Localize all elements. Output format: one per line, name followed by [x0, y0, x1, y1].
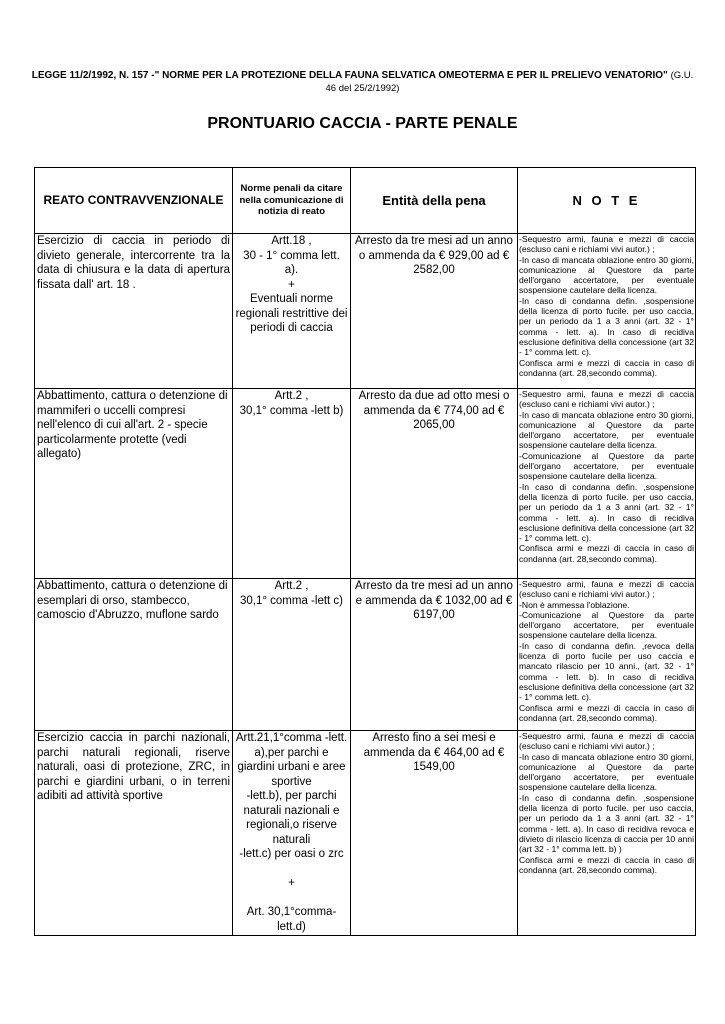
note-item: -In caso di mancata oblazione entro 30 giorni, comunicazione al Questore da parte dell'organo accertatore, per eventuale sospensione cautelare della licenza. — [519, 254, 694, 296]
note-item: -Sequestro armi, fauna e mezzi di caccia (escluso cani e richiami vivi autor.) ; — [519, 234, 694, 255]
pena-cell: Arresto da tre mesi ad un anno e ammenda da € 1032,00 ad € 6197,00 — [351, 579, 518, 731]
norme-cell: Artt.21,1°comma -lett. a),per parchi e giardini urbani e aree sportive -lett.b), per parchi naturali nazionali e regionali,o riserve naturali -lett.c) per oasi o zrc + Art. 30,1°comma-lett.d) — [233, 731, 351, 936]
reato-cell: Abbattimento, cattura o detenzione di esemplari di orso, stambecco, camoscio d'Abruzzo, muflone sardo — [35, 579, 233, 731]
note-cell — [518, 731, 696, 936]
note-item: -In caso di condanna defin. ,sospensione della licenza di porto fucile. per uso caccia, per un periodo da 1 a 3 anni (art. 32 - 1° comma - lett. a). In caso di recidiva revoca e divieto di rilascio licenza di caccia per 10 anni (art 32 - 1° comma lett. b) ) — [519, 792, 694, 855]
note-item: -Sequestro armi, fauna e mezzi di caccia (escluso cani e richiami vivi autor.) ; — [519, 389, 694, 410]
note-cell — [518, 389, 696, 579]
column-header-reato: REATO CONTRAVVENZIONALE — [35, 168, 233, 234]
note-item: -In caso di condanna defin. ,sospensione della licenza di porto fucile. per uso caccia, per un periodo da 1 a 3 anni (art. 32 - 1° comma - lett. a). In caso di recidiva esclusione definitiva della concessione (art 32 - 1° comma lett. c). — [519, 481, 694, 544]
note-item: -In caso di mancata oblazione entro 30 giorni, comunicazione al Questore da parte dell'organo accertatore, per eventuale sospensione cautelare della licenza. — [519, 751, 694, 793]
reato-cell: Esercizio caccia in parchi nazionali, parchi naturali regionali, riserve naturali, oasi di protezione, ZRC, in parchi e giardini urbani, o in terreni adibiti ad attività sportive — [35, 731, 233, 936]
table-row — [35, 389, 696, 579]
column-header-pena: Entità della pena — [351, 168, 518, 234]
note-item: -In caso di condanna defin. ,revoca della licenza di porto fucile per uso caccia e mancato rilascio per 10 anni., (art. 32 - 1° comma - lett. b). In caso di recidiva esclusione definitiva della concessione (art 32 - 1° comma lett. c). — [519, 640, 694, 703]
note-item: Confisca armi e mezzi di caccia in caso di condanna (art. 28,secondo comma). — [519, 854, 694, 875]
page-title: PRONTUARIO CACCIA - PARTE PENALE — [207, 115, 518, 132]
column-header-norme: Norme penali da citare nella comunicazione di notizia di reato — [233, 168, 351, 234]
pena-cell: Arresto da due ad otto mesi o ammenda da € 774,00 ad € 2065,00 — [351, 389, 518, 579]
note-item: -In caso di mancata oblazione entro 30 giorni, comunicazione al Questore da parte dell'organo accertatore, per eventuale sospensione cautelare della licenza. — [519, 409, 694, 451]
note-item: Confisca armi e mezzi di caccia in caso di condanna (art. 28,secondo comma). — [519, 543, 694, 564]
note-item: -Sequestro armi, fauna e mezzi di caccia (escluso cani e richiami vivi autor.) ; — [519, 579, 694, 600]
table-row — [35, 234, 696, 389]
law-reference — [30, 69, 695, 95]
penalty-table — [34, 167, 696, 936]
norme-cell: Artt.18 , 30 - 1° comma lett. a). + Eventuali norme regionali restrittive dei periodi di caccia — [233, 234, 351, 389]
note-item: -In caso di condanna defin. ,sospensione della licenza di porto fucile. per uso caccia, per un periodo da 1 a 3 anni (art. 32 - 1° comma - lett. a). In caso di recidiva esclusione definitiva della concessione (art 32 - 1° comma lett. c). — [519, 295, 694, 358]
table-header-row — [35, 168, 696, 234]
note-item: -Non è ammessa l'oblazione. — [519, 599, 630, 610]
note-cell — [518, 579, 696, 731]
note-item: -Comunicazione al Questore da parte dell'organo accertatore, per eventuale sospensione cautelare della licenza. — [519, 609, 694, 641]
table-row — [35, 579, 696, 731]
note-cell — [518, 234, 696, 389]
reato-cell: Esercizio di caccia in periodo di divieto generale, intercorrente tra la data di chiusura e la data di apertura fissata dall' art. 18 . — [35, 234, 233, 389]
note-item: -Comunicazione al Questore da parte dell'organo accertatore, per eventuale sospensione cautelare della licenza. — [519, 450, 694, 482]
gazette-reference: (G.U. 46 del 25/2/1992) — [325, 70, 694, 94]
note-item: Confisca armi e mezzi di caccia in caso di condanna (art. 28,secondo comma). — [519, 357, 694, 378]
note-item: Confisca armi e mezzi di caccia in caso di condanna (art. 28,secondo comma). — [519, 702, 694, 723]
table-row — [35, 731, 696, 936]
reato-cell: Abbattimento, cattura o detenzione di mammiferi o uccelli compresi nell'elenco di cui all'art. 2 - specie particolarmente protette (vedi allegato) — [35, 389, 233, 579]
pena-cell: Arresto fino a sei mesi e ammenda da € 464,00 ad € 1549,00 — [351, 731, 518, 936]
law-title: LEGGE 11/2/1992, N. 157 -" NORME PER LA PROTEZIONE DELLA FAUNA SELVATICA OMEOTERMA E PER IL PRELIEVO VENATORIO" — [31, 70, 668, 81]
norme-cell: Artt.2 , 30,1° comma -lett b) — [233, 389, 351, 579]
pena-cell: Arresto da tre mesi ad un anno o ammenda da € 929,00 ad € 2582,00 — [351, 234, 518, 389]
note-item: -Sequestro armi, fauna e mezzi di caccia (escluso cani e richiami vivi autor.) ; — [519, 731, 694, 752]
norme-cell: Artt.2 , 30,1° comma -lett c) — [233, 579, 351, 731]
column-header-note: N O T E — [518, 168, 696, 234]
